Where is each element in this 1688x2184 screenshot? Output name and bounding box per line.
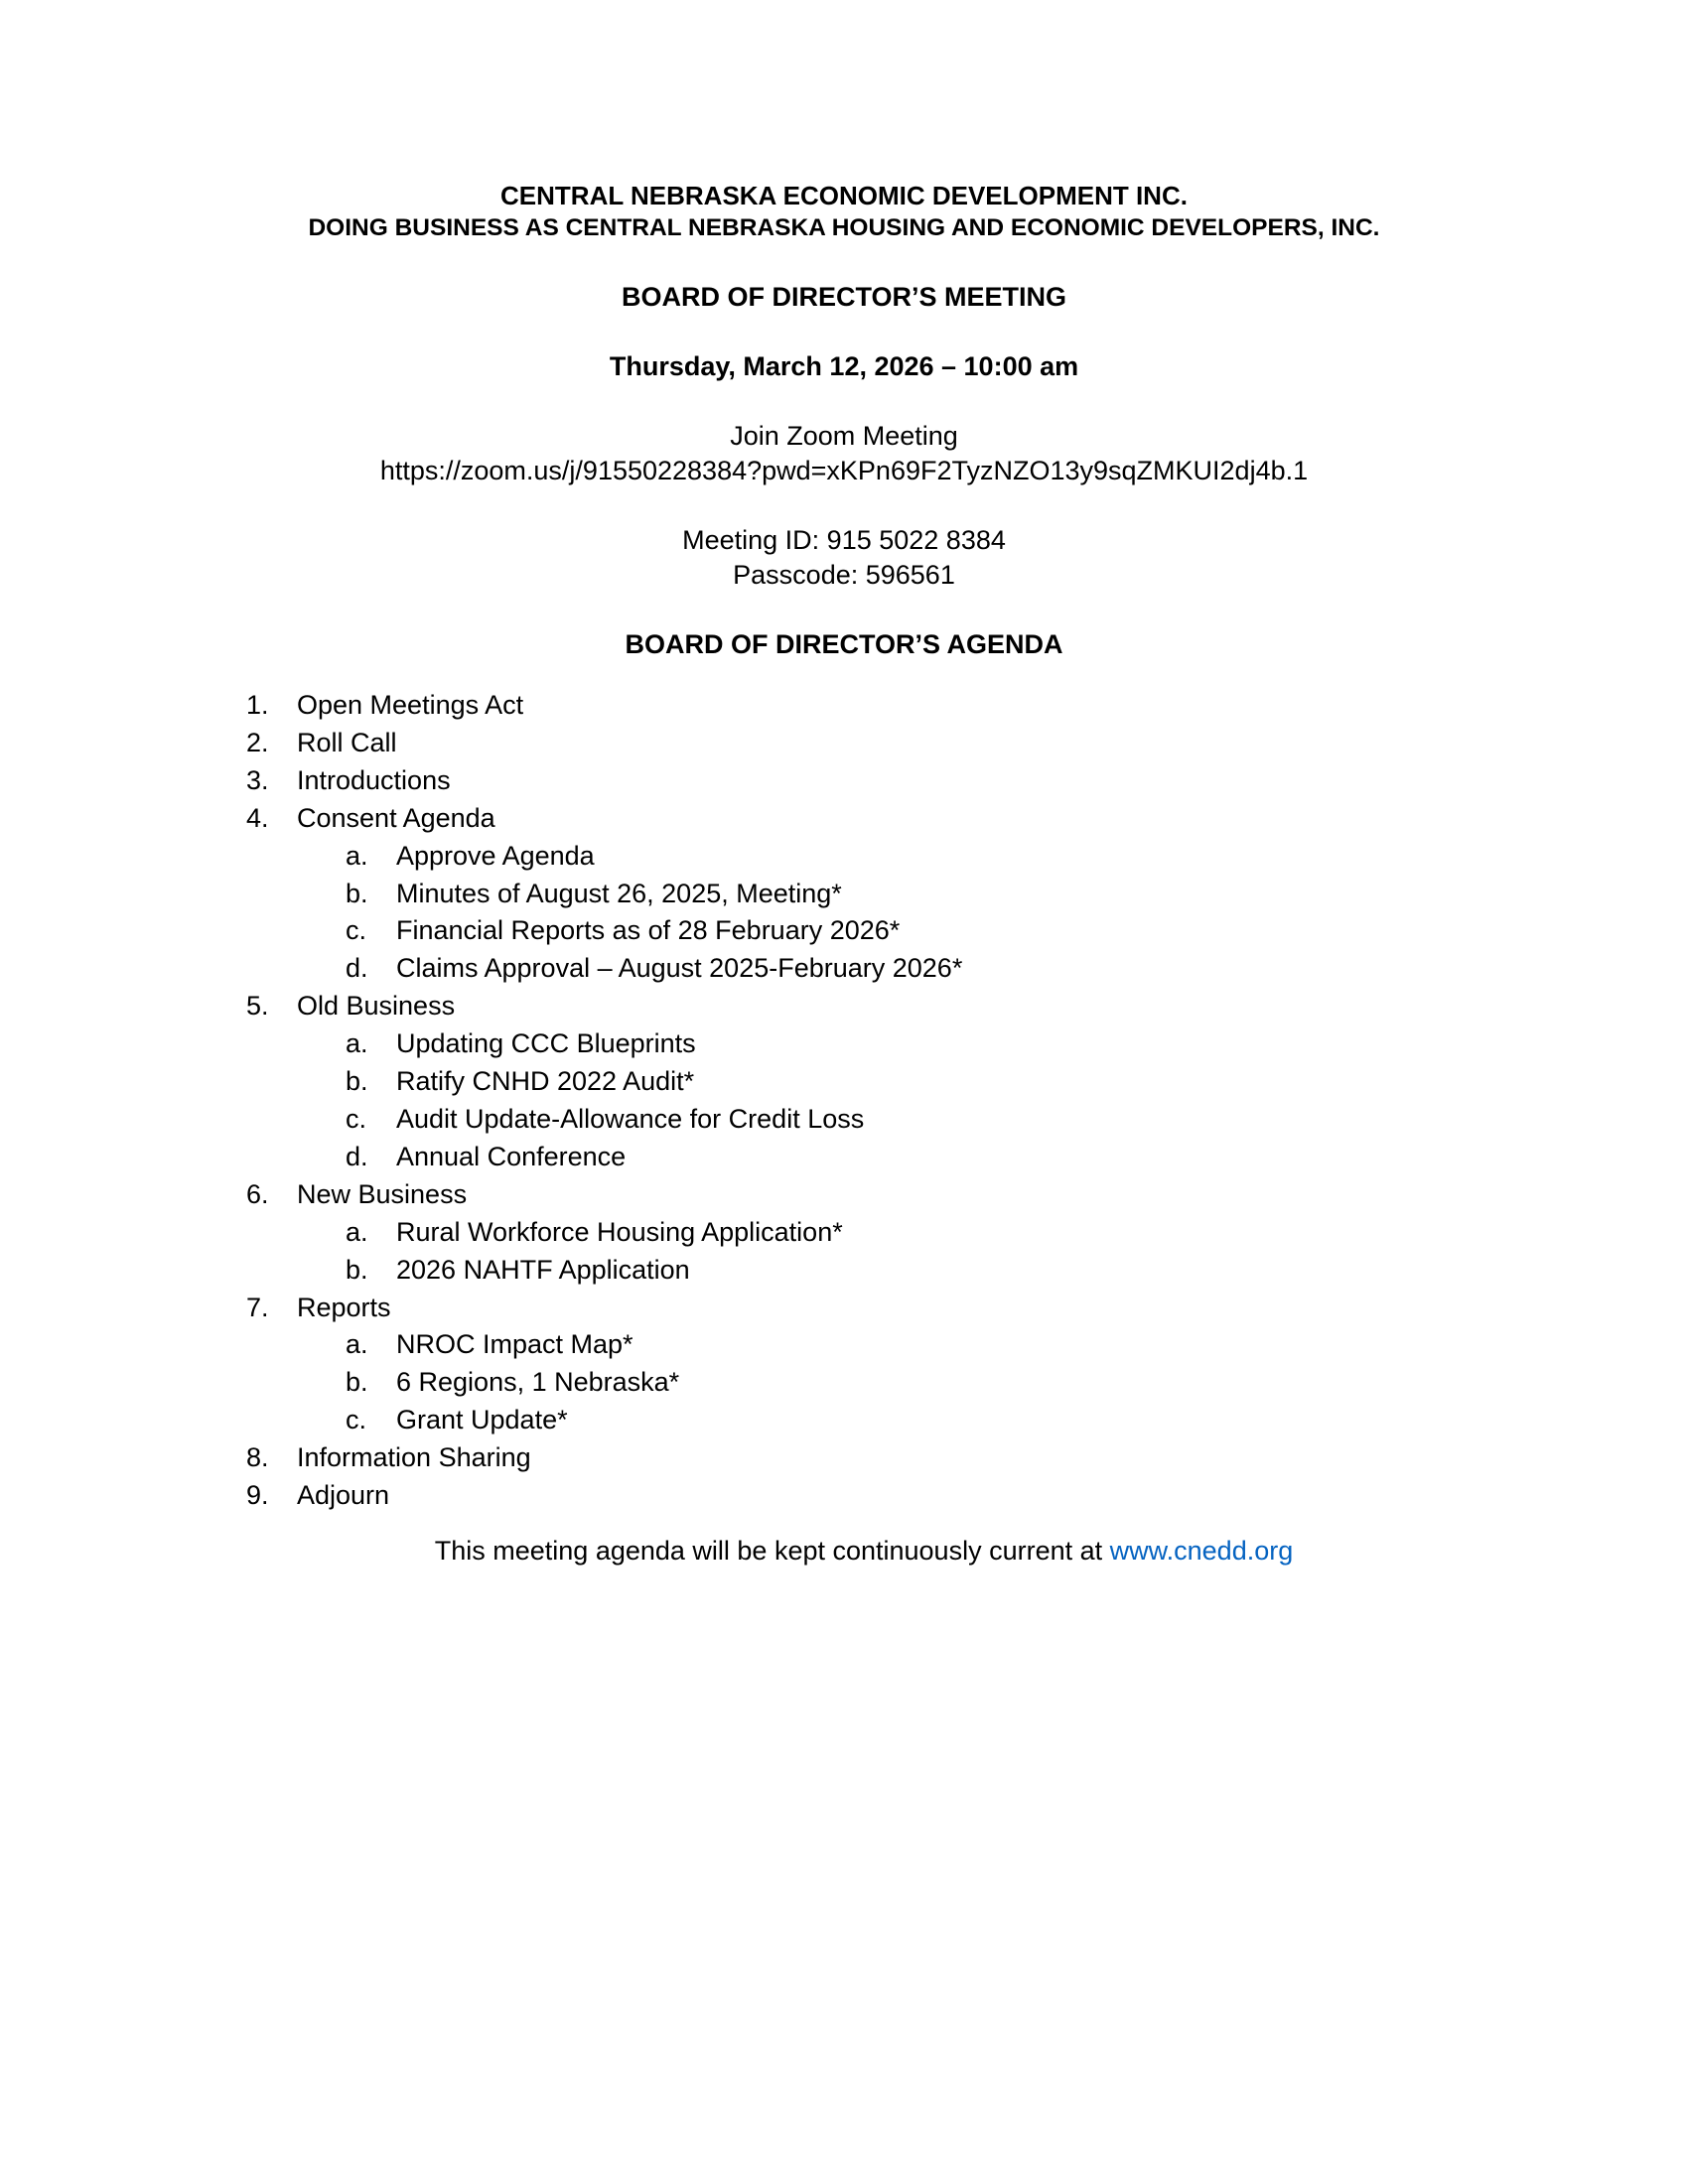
dba-line: DOING BUSINESS AS CENTRAL NEBRASKA HOUSING AND ECONOMIC DEVELOPERS, INC. [308, 214, 1380, 241]
agenda-subitem [246, 838, 962, 876]
agenda-subitem-letter: a. [346, 1329, 368, 1360]
agenda-subitem-letter: a. [346, 840, 368, 871]
agenda-item [246, 762, 962, 800]
agenda-item-number: 2. [246, 727, 269, 757]
agenda-item [246, 988, 962, 1025]
agenda-subitem-label: NROC Impact Map* [396, 1329, 633, 1360]
agenda-subitem-letter: d. [346, 1141, 368, 1171]
agenda-subitem-label: 6 Regions, 1 Nebraska* [396, 1367, 680, 1398]
agenda-subitem-label: Ratify CNHD 2022 Audit* [396, 1066, 695, 1097]
zoom-url[interactable]: https://zoom.us/j/91550228384?pwd=xKPn69F2TyzNZO13y9sqZMKUI2dj4b.1 [379, 456, 1309, 485]
agenda-item-label: Roll Call [297, 727, 397, 757]
agenda-item-number: 9. [246, 1480, 269, 1511]
agenda-subitem-label: Audit Update-Allowance for Credit Loss [396, 1103, 865, 1134]
agenda-subitem [246, 1025, 962, 1063]
agenda-subitem [246, 1364, 962, 1402]
agenda-subitem-label: Claims Approval – August 2025-February 2026* [396, 953, 963, 984]
agenda-subitem-letter: b. [346, 878, 368, 908]
agenda-item-number: 5. [246, 991, 269, 1022]
agenda-item-number: 4. [246, 802, 269, 833]
agenda-item [246, 1290, 962, 1327]
agenda-item-label: New Business [297, 1178, 468, 1209]
agenda-item [246, 1176, 962, 1214]
agenda-item [246, 1439, 962, 1477]
meeting-datetime: Thursday, March 12, 2026 – 10:00 am [609, 351, 1079, 381]
agenda-subitem-letter: b. [346, 1254, 368, 1285]
agenda-subitem-letter: d. [346, 953, 368, 984]
agenda-subitem [246, 912, 962, 950]
agenda-subitem-letter: c. [346, 1103, 367, 1134]
agenda-subitem [246, 950, 962, 988]
agenda-item [246, 687, 962, 725]
agenda-item-label: Adjourn [297, 1480, 390, 1511]
agenda-subitem-label: Financial Reports as of 28 February 2026* [396, 915, 901, 946]
agenda-subitem-label: Minutes of August 26, 2025, Meeting* [396, 878, 842, 908]
agenda-item-number: 1. [246, 690, 269, 720]
agenda-subitem [246, 876, 962, 913]
meeting-title: BOARD OF DIRECTOR’S MEETING [621, 282, 1067, 312]
agenda-item [246, 800, 962, 838]
agenda-item-number: 7. [246, 1292, 269, 1322]
agenda-subitem-letter: c. [346, 915, 367, 946]
agenda-subitem [246, 1326, 962, 1364]
agenda-list [246, 687, 962, 1515]
agenda-item-number: 8. [246, 1442, 269, 1473]
meeting-id: Meeting ID: 915 5022 8384 [682, 525, 1006, 555]
agenda-item [246, 725, 962, 762]
zoom-join-label: Join Zoom Meeting [730, 421, 958, 451]
agenda-subitem-label: Rural Workforce Housing Application* [396, 1216, 843, 1247]
agenda-title: BOARD OF DIRECTOR’S AGENDA [625, 629, 1063, 659]
agenda-subitem [246, 1101, 962, 1139]
agenda-subitem-label: Grant Update* [396, 1405, 568, 1435]
agenda-item-label: Open Meetings Act [297, 690, 524, 720]
agenda-item-label: Information Sharing [297, 1442, 531, 1473]
agenda-subitem-letter: a. [346, 1028, 368, 1059]
agenda-subitem-letter: b. [346, 1066, 368, 1097]
agenda-subitem-label: Updating CCC Blueprints [396, 1028, 696, 1059]
agenda-item-label: Old Business [297, 991, 456, 1022]
agenda-item-label: Introductions [297, 764, 451, 795]
agenda-subitem-label: 2026 NAHTF Application [396, 1254, 690, 1285]
agenda-item-label: Consent Agenda [297, 802, 495, 833]
agenda-item-label: Reports [297, 1292, 391, 1322]
agenda-subitem [246, 1214, 962, 1252]
agenda-subitem-letter: b. [346, 1367, 368, 1398]
website-link[interactable]: www.cnedd.org [1109, 1536, 1294, 1566]
agenda-item [246, 1477, 962, 1515]
agenda-subitem-label: Annual Conference [396, 1141, 627, 1171]
agenda-subitem [246, 1402, 962, 1439]
footer-text: This meeting agenda will be kept continuously current at [434, 1536, 1110, 1566]
agenda-subitem-letter: c. [346, 1405, 367, 1435]
agenda-item-number: 3. [246, 764, 269, 795]
agenda-subitem-letter: a. [346, 1216, 368, 1247]
agenda-item-number: 6. [246, 1178, 269, 1209]
agenda-subitem [246, 1063, 962, 1101]
org-name: CENTRAL NEBRASKA ECONOMIC DEVELOPMENT INC. [500, 181, 1188, 210]
passcode: Passcode: 596561 [733, 560, 955, 590]
agenda-subitem [246, 1252, 962, 1290]
agenda-subitem [246, 1139, 962, 1176]
footer-note [0, 1536, 1688, 1567]
agenda-subitem-label: Approve Agenda [396, 840, 595, 871]
